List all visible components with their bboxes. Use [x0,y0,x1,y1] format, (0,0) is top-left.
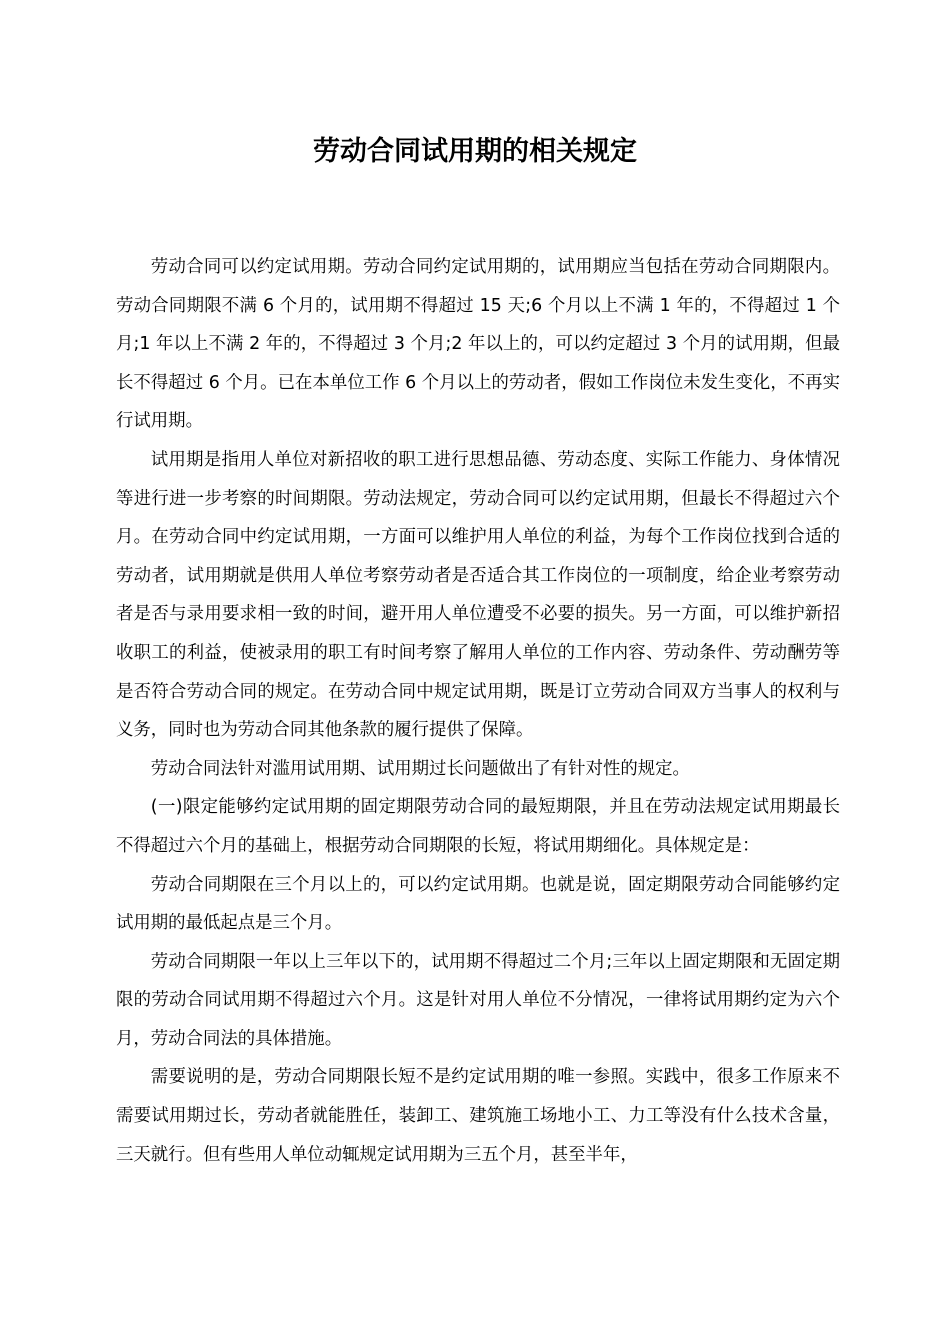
paragraph-one-to-three-year-rule: 劳动合同期限一年以上三年以下的，试用期不得超过二个月;三年以上固定期限和无固定期限的劳动合同试用期不得超过六个月。这是针对用人单位不分情况，一律将试用期约定为六个月，劳动合同法的具体措施。 [116,951,840,1049]
paragraph-contract-law-intro: 劳动合同法针对滥用试用期、试用期过长问题做出了有针对性的规定。 [150,758,690,779]
paragraph-three-month-rule: 劳动合同期限在三个月以上的，可以约定试用期。也就是说，固定期限劳动合同能够约定试用期的最低起点是三个月。 [116,874,840,934]
document-body [116,248,840,1174]
paragraph-trial-period-definition: 试用期是指用人单位对新招收的职工进行思想品德、劳动态度、实际工作能力、身体情况等进行进一步考察的时间期限。劳动法规定，劳动合同可以约定试用期，但最长不得超过六个月。在劳动合同中约定试用期，一方面可以维护用人单位的利益，为每个工作岗位找到合适的劳动者，试用期就是供用人单位考察劳动者是否适合其工作岗位的一项制度，给企业考察劳动者是否与录用要求相一致的时间，避开用人单位遭受不必要的损失。另一方面，可以维护新招收职工的利益，使被录用的职工有时间考察了解用人单位的工作内容、劳动条件、劳动酬劳等是否符合劳动合同的规定。在劳动合同中规定试用期，既是订立劳动合同双方当事人的权利与义务，同时也为劳动合同其他条款的履行提供了保障。 [116,449,840,741]
document-title: 劳动合同试用期的相关规定 [313,136,637,167]
paragraph-explanation: 需要说明的是，劳动合同期限长短不是约定试用期的唯一参照。实践中，很多工作原来不需要试用期过长，劳动者就能胜任，装卸工、建筑施工场地小工、力工等没有什么技术含量，三天就行。但有些用人单位动辄规定试用期为三五个月，甚至半年， [116,1067,840,1165]
paragraph-trial-period-limits: 劳动合同可以约定试用期。劳动合同约定试用期的，试用期应当包括在劳动合同期限内。劳动合同期限不满 6 个月的，试用期不得超过 15 天;6 个月以上不满 1 年的，不得超过 1 个月;1 年以上不满 2 年的，不得超过 3 个月;2 年以上的，可以约定超过 3 个月的试用期，但最长不得超过 6 个月。已在本单位工作 6 个月以上的劳动者，假如工作岗位未发生变化，不再实行试用期。 [116,257,840,432]
paragraph-item-one: (一)限定能够约定试用期的固定期限劳动合同的最短期限，并且在劳动法规定试用期最长不得超过六个月的基础上，根据劳动合同期限的长短，将试用期细化。具体规定是： [116,797,840,856]
